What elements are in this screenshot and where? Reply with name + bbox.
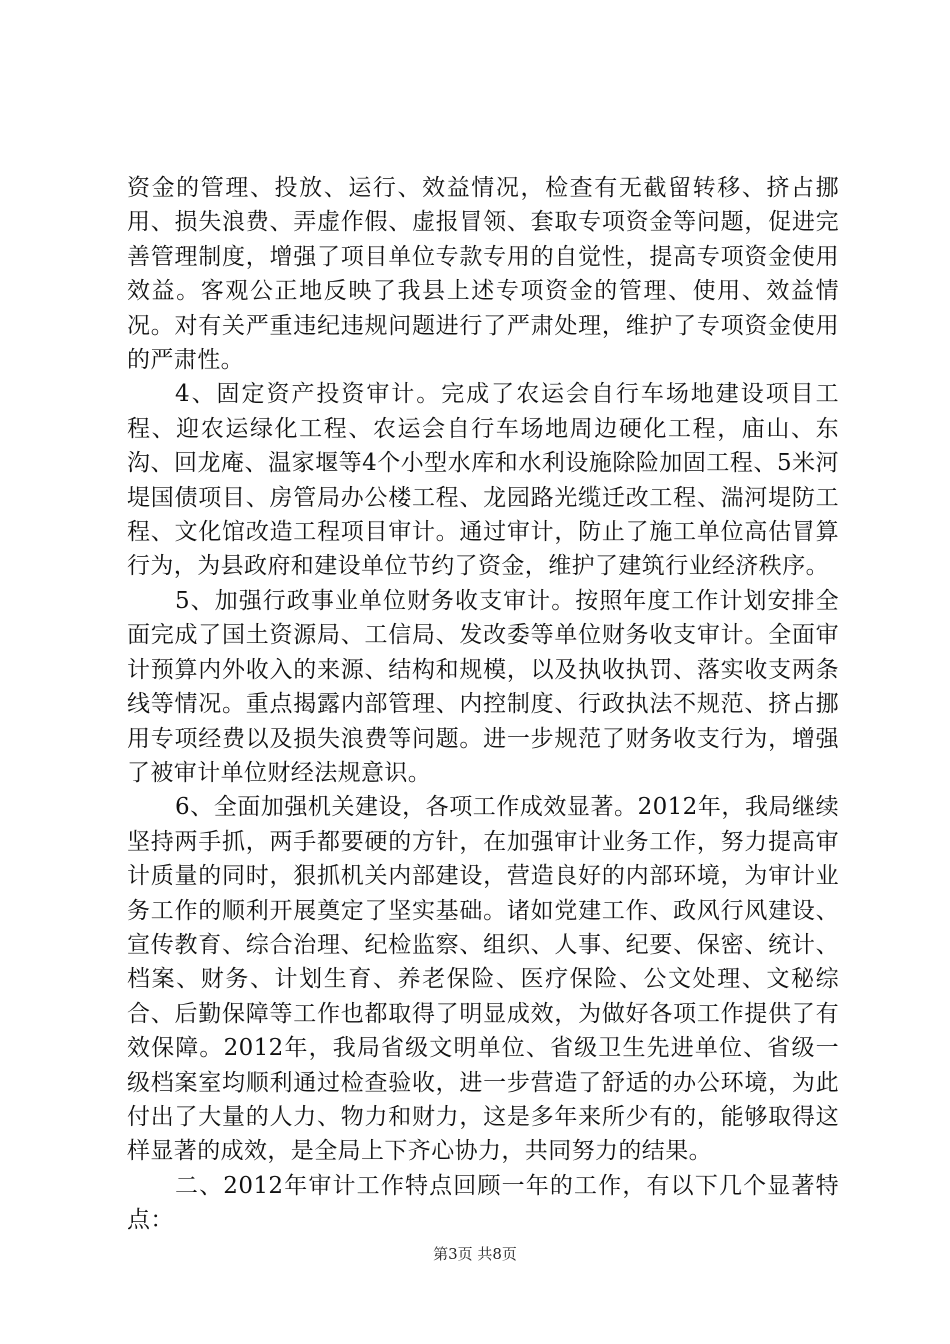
- document-body: [127, 171, 839, 1238]
- paragraph-section-two-heading: 二、2012年审计工作特点回顾一年的工作，有以下几个显著特点：: [127, 1172, 839, 1234]
- paragraph-administrative-finance-audit: 5、加强行政事业单位财务收支审计。按照年度工作计划安排全面完成了国土资源局、工信局、发改委等单位财务收支审计。全面审计预算内外收入的来源、结构和规模，以及执收执罚、落实收支两条线等情况。重点揭露内部管理、内控制度、行政执法不规范、挤占挪用专项经费以及损失浪费等问题。进一步规范了财务收支行为，增强了被审计单位财经法规意识。: [127, 587, 839, 786]
- page-number-footer: 第3页 共8页: [433, 1245, 517, 1263]
- paragraph-fixed-asset-audit: 4、固定资产投资审计。完成了农运会自行车场地建设项目工程、迎农运绿化工程、农运会自行车场地周边硬化工程，庙山、东沟、回龙庵、温家堰等4个小型水库和水利设施除险加固工程、5米河堤国债项目、房管局办公楼工程、龙园路光缆迁改工程、湍河堤防工程、文化馆改造工程项目审计。通过审计，防止了施工单位高估冒算行为，为县政府和建设单位节约了资金，维护了建筑行业经济秩序。: [127, 381, 839, 580]
- paragraph-agency-construction: 6、全面加强机关建设，各项工作成效显著。2012年，我局继续坚持两手抓，两手都要硬的方针，在加强审计业务工作，努力提高审计质量的同时，狠抓机关内部建设，营造良好的内部环境，为审计业务工作的顺利开展奠定了坚实基础。诸如党建工作、政风行风建设、宣传教育、综合治理、纪检监察、组织、人事、纪要、保密、统计、档案、财务、计划生育、养老保险、医疗保险、公文处理、文秘综合、后勤保障等工作也都取得了明显成效，为做好各项工作提供了有效保障。2012年，我局省级文明单位、省级卫生先进单位、省级一级档案室均顺利通过检查验收，进一步营造了舒适的办公环境，为此付出了大量的人力、物力和财力，这是多年来所少有的，能够取得这样显著的成效，是全局上下齐心协力，共同努力的结果。: [127, 794, 839, 1165]
- paragraph-special-funds-continued: 资金的管理、投放、运行、效益情况，检查有无截留转移、挤占挪用、损失浪费、弄虚作假、虚报冒领、套取专项资金等问题，促进完善管理制度，增强了项目单位专款专用的自觉性，提高专项资金使用效益。客观公正地反映了我县上述专项资金的管理、使用、效益情况。对有关严重违纪违规问题进行了严肃处理，维护了专项资金使用的严肃性。: [127, 175, 839, 374]
